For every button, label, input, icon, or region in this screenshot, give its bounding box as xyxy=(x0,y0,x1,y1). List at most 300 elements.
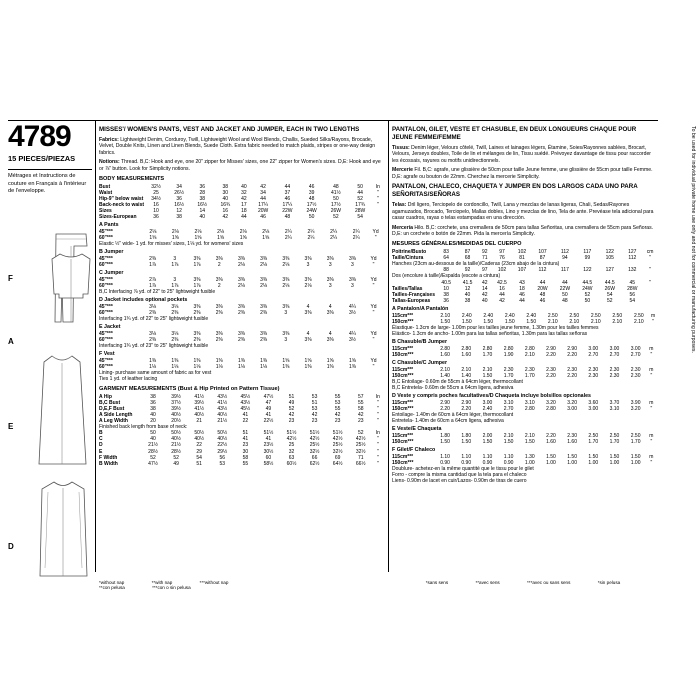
cell-value: 2.20 xyxy=(546,351,556,358)
notions-label: Notions: xyxy=(99,159,120,166)
cell-value: 41 xyxy=(265,411,272,418)
cell-value: 25½ xyxy=(332,442,343,449)
cell-value: 51½ xyxy=(286,430,297,437)
cell-value: 2.20 xyxy=(461,406,472,412)
cell-value: 2.10 xyxy=(547,318,558,325)
cell-value: 20W xyxy=(537,285,548,292)
cell-value: 2.10 xyxy=(612,318,623,325)
row-label: 150cm*** xyxy=(392,318,414,325)
cell-value: 38 xyxy=(443,291,449,298)
unit-cell: " xyxy=(372,262,375,269)
unit-cell: Yd xyxy=(370,256,377,263)
cell-value: 102 xyxy=(517,249,527,256)
cell-value: 4¼ xyxy=(348,331,356,338)
row-label: 45"*** xyxy=(99,256,113,263)
footnote-1: *without nap xyxy=(99,580,125,585)
cell-value: 87 xyxy=(464,249,471,256)
cell-value: 22 xyxy=(242,418,249,425)
copyright-text: To be used for individual private home use only and not for commercial or manufacturing purposes. xyxy=(690,126,696,353)
row-label: 45"*** xyxy=(99,304,113,311)
cell-value: 50½ xyxy=(171,430,181,437)
cell-value: 38 xyxy=(222,183,229,190)
row-label: Waist xyxy=(99,189,113,196)
cell-value: 4 xyxy=(306,331,310,338)
cell-value: 2.20 xyxy=(546,372,556,379)
cell-value: 3⅜ xyxy=(237,256,245,263)
cell-value: 1⅝ xyxy=(239,235,247,242)
cell-value: 40.5 xyxy=(441,279,452,286)
cell-value: 55 xyxy=(357,399,364,406)
cell-value: 58½ xyxy=(263,460,274,467)
cell-value: 1.70 xyxy=(503,372,514,379)
cell-value: 21½ xyxy=(148,442,158,449)
cell-value: 2.30 xyxy=(609,372,620,379)
cell-value: 1.10 xyxy=(440,454,450,460)
cell-value: 32½ xyxy=(332,448,343,455)
cell-value: 2.40 xyxy=(482,406,493,412)
cell-value: 2⅛ xyxy=(282,283,290,290)
cell-value: 36 xyxy=(153,214,159,221)
yardage-table xyxy=(392,346,657,358)
telas-label: Telas: xyxy=(392,202,407,209)
row-label: Lining- purchase same amount of fabric as for vest xyxy=(99,370,212,377)
cell-value: 1⅜ xyxy=(237,358,245,365)
cell-value: 44 xyxy=(519,297,525,304)
cell-value: 56 xyxy=(629,291,636,298)
cell-value: 37½ xyxy=(171,399,181,406)
cell-value: 52 xyxy=(607,297,613,304)
mercerie-paragraph xyxy=(392,167,657,180)
cell-value: 42½ xyxy=(332,436,343,443)
cell-value: 42 xyxy=(311,411,318,418)
cell-value: 1.60 xyxy=(440,351,450,358)
cell-value: 40 xyxy=(199,214,205,221)
unit-cell: " xyxy=(649,255,651,262)
footnote-es-2: **con pelusa xyxy=(99,585,125,590)
row-label: Bust xyxy=(99,183,111,190)
yardage-group-head: D Veste y compris poches facultatives/D Chaqueta incluye bolsillos opcionales xyxy=(392,393,591,400)
cell-value: 18 xyxy=(519,285,525,292)
cell-value: 32 xyxy=(241,189,247,196)
cell-value: 16 xyxy=(222,208,229,215)
unit-cell: Yd xyxy=(370,304,377,311)
cell-value: 92 xyxy=(481,249,488,256)
cell-value: 16½ xyxy=(174,201,185,208)
yardage-group-head: A Pants xyxy=(99,222,119,229)
cell-value: 0.90 xyxy=(482,460,493,467)
cell-value: 2⅜ xyxy=(215,310,223,317)
cell-value: 1⅞ xyxy=(149,283,157,290)
cell-value: 2.80 xyxy=(440,345,450,352)
cell-value: 112 xyxy=(538,267,547,274)
yardage-group-head: E Jacket xyxy=(99,324,121,331)
cell-value: 1⅜ xyxy=(260,358,268,365)
middle-divider xyxy=(388,120,389,572)
unit-cell: " xyxy=(650,460,653,467)
body-measurements-head: BODY MEASUREMENTS xyxy=(99,175,165,182)
cell-value: 30 xyxy=(222,189,229,196)
cell-value: 50½ xyxy=(194,430,205,437)
cell-value: 53 xyxy=(311,393,318,400)
unit-cell: " xyxy=(372,283,375,290)
cell-value: 81 xyxy=(519,255,525,262)
cell-value: 47½ xyxy=(148,460,158,467)
cell-value: 107 xyxy=(517,267,527,274)
cell-value: 3 xyxy=(284,337,288,344)
row-label: 115cm*** xyxy=(392,399,414,406)
unit-cell: " xyxy=(650,351,653,358)
cell-value: 2.80 xyxy=(546,406,556,412)
cell-value: 2.10 xyxy=(482,366,493,373)
row-label: 60"*** xyxy=(99,364,113,371)
cell-value: 2⅛ xyxy=(217,229,225,235)
cell-value: 21½ xyxy=(171,442,181,449)
cell-value: 2.30 xyxy=(630,372,641,379)
row-label: A Side Length xyxy=(99,411,133,418)
line-art-figures xyxy=(6,232,94,577)
yardage-table xyxy=(99,256,384,268)
row-label: 45"*** xyxy=(99,331,113,338)
cell-value: 1.40 xyxy=(461,372,472,379)
cell-value: 44 xyxy=(241,214,247,221)
yardage-group-head: B Chasuble/B Jumper xyxy=(392,339,448,346)
cell-value: 29½ xyxy=(217,448,228,455)
cell-value: 2⅜ xyxy=(149,256,157,263)
cell-value: 107 xyxy=(538,249,547,256)
unit-cell: Yd xyxy=(370,277,377,283)
cell-value: 3⅛ xyxy=(171,331,179,338)
cell-value: 2⅛ xyxy=(149,229,157,235)
cell-value: 50 xyxy=(584,297,591,304)
row-label: 45"*** xyxy=(99,358,113,365)
cell-value: 122 xyxy=(605,249,614,256)
cell-value: 55 xyxy=(334,405,341,412)
cell-value: 3.00 xyxy=(609,345,620,352)
cell-value: 2.20 xyxy=(546,433,556,440)
cell-value: 3⅜ xyxy=(237,331,245,338)
cell-value: 2.30 xyxy=(524,366,535,373)
cell-value: 46 xyxy=(539,297,546,304)
telas-text: Dril ligero, Terciopelo de cordoncillo, Twill, Lana y mezclas de lanas ligeras, Chali, Sedas/Rayones agamuzados, Brocado, Terciopelo, Mallas dobles, Lino y mezclas de lino, Tela de ante. Prevéase tela adicional para casar cuadros, rayas o telas estampadas en una dirección. xyxy=(392,202,654,222)
cell-value: 44 xyxy=(539,279,546,286)
cell-value: 2¼ xyxy=(330,235,338,242)
cell-value: 45½ xyxy=(240,405,251,412)
unit-cell: " xyxy=(649,267,651,274)
cell-value: 1.50 xyxy=(588,454,599,460)
cell-value: 40 xyxy=(150,436,156,443)
cell-value: 76 xyxy=(499,255,505,262)
cell-value: 2¼ xyxy=(284,229,292,235)
cell-value: 45½ xyxy=(240,393,251,400)
cell-value: 44 xyxy=(562,279,568,286)
cell-value: 2¼ xyxy=(307,229,315,235)
cell-value: 64 xyxy=(443,255,449,262)
unit-cell: " xyxy=(650,372,653,379)
cell-value: 1⅜ xyxy=(215,358,223,365)
cell-value: 2.10 xyxy=(524,351,535,358)
cell-value: 66½ xyxy=(355,460,366,467)
cell-value: 3⅜ xyxy=(326,310,334,317)
cell-value: 2⅛ xyxy=(237,262,245,269)
figure-letter-d: D xyxy=(8,542,14,551)
unit-cell: " xyxy=(650,406,653,412)
yardage-table xyxy=(99,229,384,247)
cell-value: 20½ xyxy=(171,418,181,425)
cell-value: 3⅛ xyxy=(149,304,157,311)
cell-value: 22W xyxy=(559,285,571,292)
cell-value: 24W xyxy=(582,285,593,292)
cell-value: 23 xyxy=(334,418,341,425)
unit-cell: " xyxy=(377,195,379,202)
cell-value: 16½ xyxy=(197,201,208,208)
cell-value: 1.50 xyxy=(482,372,493,379)
cell-value: 42 xyxy=(499,297,505,304)
footnote-fr-1: *sans sens xyxy=(425,580,449,585)
cell-value: 1.90 xyxy=(503,351,514,358)
fabrics-paragraph xyxy=(99,137,384,157)
cell-value: 44 xyxy=(499,291,505,298)
cell-value: 17 xyxy=(241,201,247,208)
row-label: B,C Entretela- 0.60m de 55cm a 64cm ligera, adhesiva xyxy=(392,385,514,392)
english-garment-table xyxy=(99,394,384,467)
unit-cell: " xyxy=(377,399,379,406)
row-label: 60"*** xyxy=(99,337,113,344)
cell-value: 1.70 xyxy=(609,439,620,446)
cell-value: 55 xyxy=(334,393,341,400)
cell-value: 3⅜ xyxy=(304,337,312,344)
cell-value: 16 xyxy=(153,201,159,208)
cell-value: 2.30 xyxy=(588,366,599,373)
cell-value: 40 xyxy=(464,291,471,298)
cell-value: 37 xyxy=(284,189,291,196)
cell-value: 3⅜ xyxy=(193,256,201,263)
row-label: B,C Interfacing ⅞ yd. of 22" to 25" lightweight fusible xyxy=(99,289,216,296)
cell-value: 17¼ xyxy=(258,201,268,208)
unit-cell: m xyxy=(649,345,654,352)
cell-value: 3⅜ xyxy=(237,277,245,283)
cell-value: 12 xyxy=(464,285,471,292)
cell-value: 3 xyxy=(351,283,354,290)
cell-value: 127 xyxy=(605,267,614,274)
cell-value: 50 xyxy=(357,183,363,190)
cell-value: 2 xyxy=(217,262,221,269)
cell-value: 69 xyxy=(334,454,341,461)
footnotes xyxy=(99,580,659,590)
cell-value: 2⅛ xyxy=(262,229,270,235)
cell-value: 2.30 xyxy=(609,366,620,373)
row-label: Interfacing 1¾ yd. of 22" to 25" lightweight fusible xyxy=(99,316,209,323)
cell-value: 51½ xyxy=(263,430,274,437)
cell-value: 71 xyxy=(481,255,488,262)
cell-value: 34 xyxy=(176,183,182,190)
cell-value: 1.50 xyxy=(440,439,450,446)
pattern-number: 4789 xyxy=(8,120,71,153)
garment-measurements-head: GARMENT MEASUREMENTS (Bust & Hip Printed on Pattern Tissue) xyxy=(99,385,280,392)
cell-value: 41 xyxy=(265,436,272,443)
unit-cell: Yd xyxy=(370,358,377,365)
cell-value: 3⅜ xyxy=(304,256,312,263)
tissus-paragraph xyxy=(392,145,657,165)
cell-value: 1.50 xyxy=(440,318,451,325)
row-label: Hip-9" below waist xyxy=(99,195,144,202)
cell-value: 1⅜ xyxy=(348,364,356,371)
cell-value: 1⅞ xyxy=(171,283,179,290)
mercerie-text: Fil. B,C: agrafe, une glissière de 50cm pour taille Jeune femme, une glissière de 55cm pour taille Femme. D,E: agrafe ou bouton de 22mm. Cherchez la mercerie Simplicity. xyxy=(392,167,653,180)
cell-value: 42½ xyxy=(309,436,320,443)
unit-cell: " xyxy=(377,201,379,208)
cell-value: 1⅞ xyxy=(149,262,157,269)
cell-value: 1⅝ xyxy=(348,358,356,365)
cell-value: 1.10 xyxy=(482,454,493,460)
cell-value: 40 xyxy=(241,183,247,190)
cell-value: 17¼ xyxy=(282,201,293,208)
cell-value: 2.20 xyxy=(440,406,450,412)
row-label: 60"*** xyxy=(99,235,113,242)
cell-value: 50 xyxy=(562,291,568,298)
cell-value: 2.10 xyxy=(524,433,535,440)
figure-vest xyxy=(50,250,94,306)
cell-value: 30 xyxy=(242,448,249,455)
cell-value: 1⅞ xyxy=(193,262,201,269)
cell-value: 3⅜ xyxy=(282,256,290,263)
cell-value: 2.50 xyxy=(612,312,623,319)
cell-value: 3⅜ xyxy=(282,331,290,338)
cell-value: 2¼ xyxy=(330,229,338,235)
row-label: Elastic ½" wide- 1 yd. for misses' sizes, 1⅛ yd. for womens' sizes xyxy=(99,241,244,248)
cell-value: 1.80 xyxy=(461,433,472,440)
cell-value: 2.80 xyxy=(461,345,472,352)
yardage-group-head: C Jumper xyxy=(99,270,124,277)
cell-value: 3⅜ xyxy=(260,304,268,311)
row-label: 115cm*** xyxy=(392,454,414,460)
cell-value: 1.50 xyxy=(526,318,537,325)
cell-value: 38 xyxy=(464,297,471,304)
cell-value: 52 xyxy=(288,405,295,412)
cell-value: 40½ xyxy=(194,436,205,443)
row-label: 150cm*** xyxy=(392,406,414,412)
unit-cell: cm xyxy=(646,249,654,256)
cell-value: 32½ xyxy=(309,448,320,455)
cell-value: 48 xyxy=(562,297,568,304)
cell-value: 1.50 xyxy=(630,454,641,460)
cell-value: 58 xyxy=(357,405,364,412)
cell-value: 39½ xyxy=(171,393,181,400)
cell-value: 3.20 xyxy=(630,406,641,412)
row-label: Tailles-Françaises xyxy=(392,291,435,298)
unit-cell: " xyxy=(377,405,379,412)
row-label: Entoilage- 1.40m de 60cm à 64cm léger, thermocollant xyxy=(392,412,514,419)
copyright-vertical-text xyxy=(686,126,698,576)
cell-value: 2.50 xyxy=(588,433,599,440)
row-label: Entretela- 1.40m de 60cm a 64cm ligera, adhesiva xyxy=(392,418,504,425)
cell-value: 2.80 xyxy=(524,345,535,352)
cell-value: 3 xyxy=(351,262,354,269)
cell-value: 28W xyxy=(355,208,366,215)
cell-value: 3⅜ xyxy=(260,331,268,338)
cell-value: 1.60 xyxy=(461,351,472,358)
cell-value: 2⅛ xyxy=(237,283,245,290)
unit-cell: " xyxy=(372,310,375,317)
cell-value: 40 xyxy=(150,411,156,418)
cell-value: 71 xyxy=(357,454,364,461)
cell-value: 4 xyxy=(328,331,332,338)
cell-value: 51½ xyxy=(309,430,320,437)
cell-value: 92 xyxy=(464,267,471,274)
yardage-group-head: A Pantalon/A Pantalón xyxy=(392,305,449,312)
cell-value: 26W xyxy=(604,285,615,292)
cell-value: 3.20 xyxy=(546,399,556,406)
cell-value: 1⅜ xyxy=(171,358,179,365)
cell-value: 43½ xyxy=(217,393,228,400)
cell-value: 44 xyxy=(284,183,291,190)
cell-value: 48 xyxy=(333,183,339,190)
english-title: MISSES'/ WOMEN'S PANTS, VEST AND JACKET AND JUMPER, EACH IN TWO LENGTHS xyxy=(99,126,360,133)
unit-cell: " xyxy=(377,418,379,425)
cell-value: 2.10 xyxy=(461,366,472,373)
yardage-table xyxy=(392,367,657,391)
cell-value: 2⅜ xyxy=(193,337,201,344)
row-label: E xyxy=(99,448,103,455)
cell-value: 29 xyxy=(196,448,202,455)
cell-value: 97 xyxy=(481,267,488,274)
cell-value: 57 xyxy=(357,393,364,400)
cell-value: 48 xyxy=(284,214,291,221)
cell-value: 2⅞ xyxy=(149,277,157,283)
cell-value: 3⅜ xyxy=(215,331,223,338)
cell-value: 3.90 xyxy=(630,399,641,406)
cell-value: 1.00 xyxy=(524,460,535,467)
yardage-group-head: F Vest xyxy=(99,351,115,358)
cell-value: 42 xyxy=(481,279,488,286)
cell-value: 3 xyxy=(173,277,177,283)
cell-value: 39 xyxy=(308,189,315,196)
cell-value: 25½ xyxy=(355,442,366,449)
cell-value: 2¼ xyxy=(352,229,360,235)
cell-value: 1⅝ xyxy=(304,358,312,365)
cell-value: 1⅜ xyxy=(282,364,290,371)
cell-value: 1.80 xyxy=(440,433,450,440)
cell-value: 3⅛ xyxy=(171,304,179,311)
cell-value: 1.50 xyxy=(609,454,620,460)
cell-value: 51 xyxy=(196,460,202,467)
row-label: D,E,F Bust xyxy=(99,405,125,412)
cell-value: 49 xyxy=(173,460,179,467)
cell-value: 1.70 xyxy=(482,351,493,358)
cell-value: 23 xyxy=(311,418,318,425)
unit-cell: " xyxy=(377,460,379,467)
fabrics-text: Lightweight Denim, Corduroy, Twill, Lightweight Wool and Wool Blends, Challis, Sueded Silks/Rayons, Brocade, Velvet, Double Knits, Linen and Linen Blends, Suede Cloth. Extra fabric needed to match plaids, stripes or one-way design fabrics. xyxy=(99,136,376,156)
cell-value: 40½ xyxy=(171,411,181,418)
row-label: Taille/Cintura xyxy=(392,255,424,262)
cell-value: 3.00 xyxy=(482,399,493,406)
cell-value: 3.00 xyxy=(567,406,577,412)
cell-value: 3⅜ xyxy=(260,256,268,263)
cell-value: 2.50 xyxy=(590,312,601,319)
cell-value: 2⅛ xyxy=(260,283,268,290)
cell-value: 1.60 xyxy=(546,439,556,446)
cell-value: 25½ xyxy=(309,442,320,449)
cell-value: 1.00 xyxy=(630,460,641,467)
cell-value: 2⅛ xyxy=(239,229,247,235)
cell-value: 10 xyxy=(153,208,159,215)
cell-value: 1.50 xyxy=(483,318,494,325)
cell-value: 53 xyxy=(311,405,318,412)
cell-value: 3.00 xyxy=(630,345,641,352)
cell-value: 2.30 xyxy=(503,366,514,373)
cell-value: 40½ xyxy=(194,411,205,418)
cell-value: 2.10 xyxy=(569,318,580,325)
cell-value: 1⅛ xyxy=(260,364,268,371)
